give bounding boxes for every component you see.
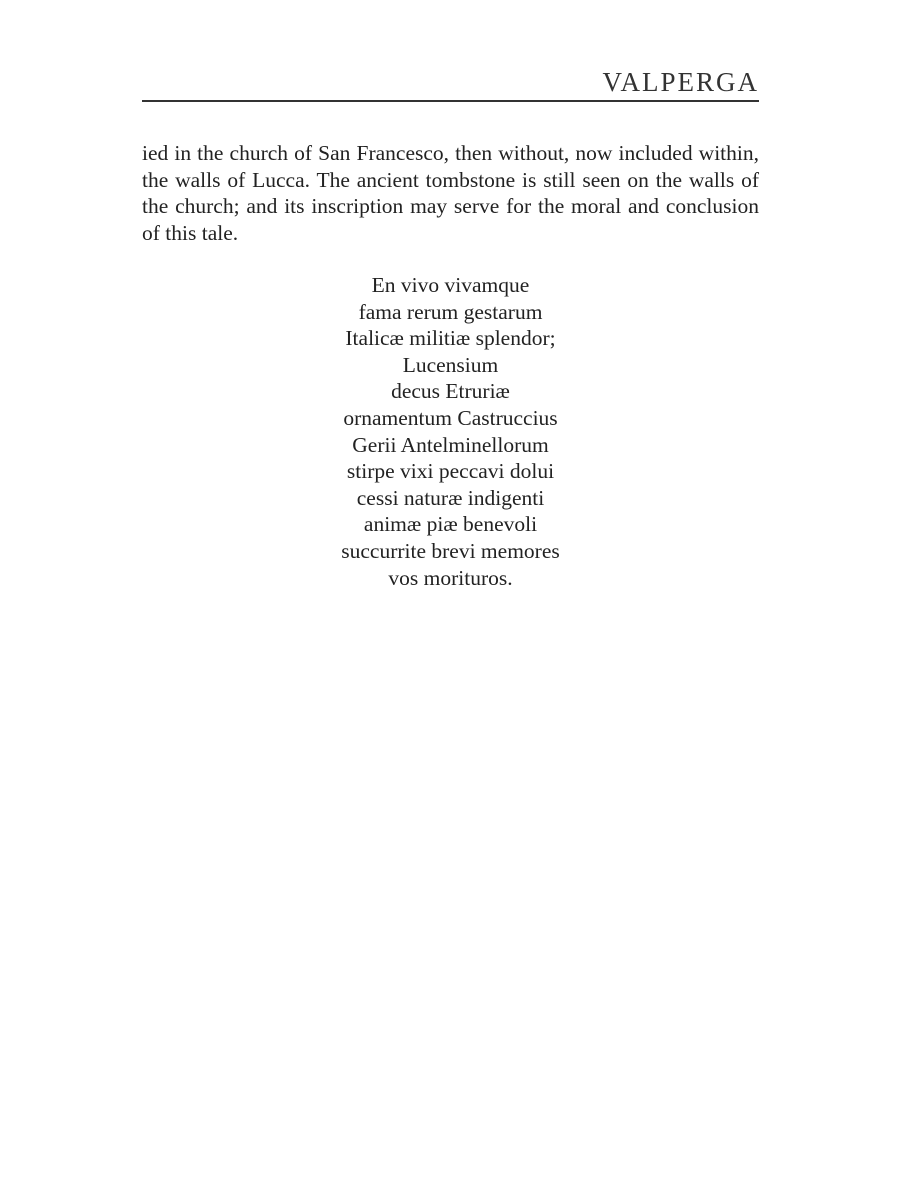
- inscription-line: cessi naturæ indigenti: [356, 485, 545, 510]
- inscription-line: Lucensium: [402, 352, 499, 377]
- inscription-line: Gerii Antelminellorum: [352, 432, 549, 457]
- inscription-line: stirpe vixi peccavi dolui: [346, 459, 555, 484]
- inscription-line: animæ piæ benevoli: [363, 512, 538, 537]
- inscription-line: decus Etruriæ: [391, 379, 510, 404]
- body-paragraph: ied in the church of San Francesco, then without, now included within, the walls of Lucca. The ancient tombstone is still seen on the walls of the church; and its inscription may serve for the moral and conclusion of this tale.: [142, 141, 759, 245]
- inscription-line: En vivo vivamque: [371, 273, 530, 297]
- running-head-title: VALPERGA: [602, 67, 759, 97]
- header-rule: [142, 100, 759, 102]
- inscription-line: vos morituros.: [388, 565, 513, 590]
- inscription-line: succurrite brevi memores: [341, 538, 560, 563]
- book-page: [142, 0, 759, 1200]
- inscription-line: Italicæ militiæ splendor;: [345, 326, 556, 351]
- tombstone-inscription: [142, 272, 759, 591]
- inscription-line: ornamentum Castruccius: [343, 405, 558, 430]
- inscription-line: fama rerum gestarum: [358, 299, 543, 324]
